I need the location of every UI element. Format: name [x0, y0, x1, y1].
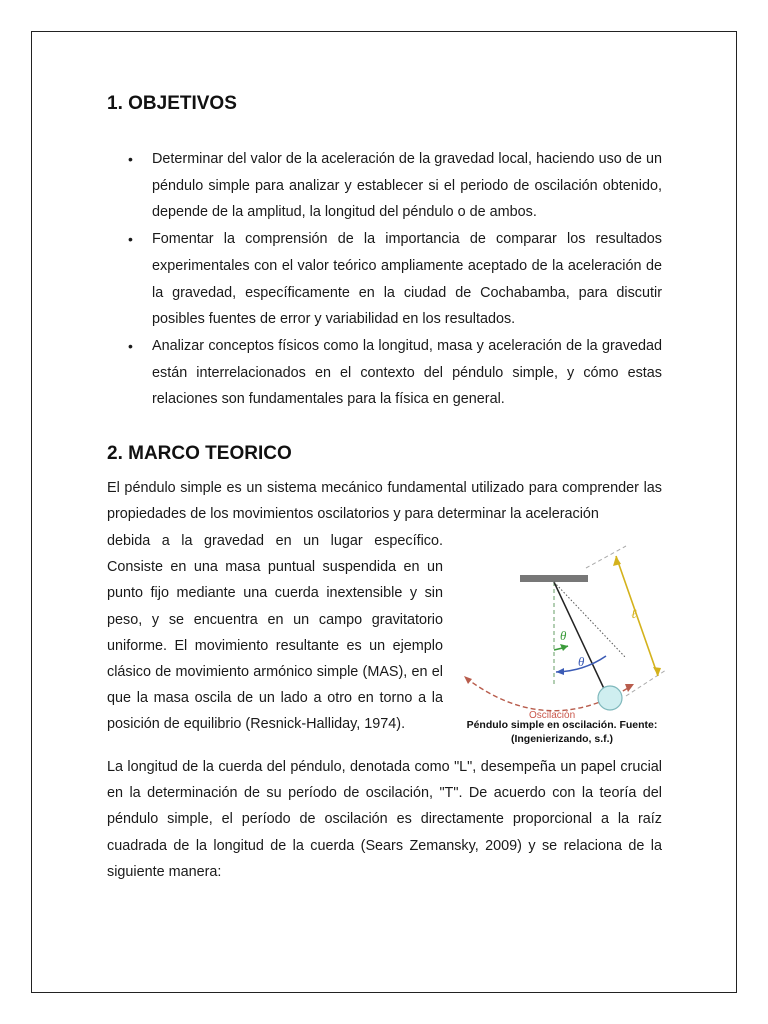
oscillation-arrow-head	[625, 684, 634, 692]
angle-arrow-head	[556, 668, 564, 675]
list-item: • Determinar del valor de la aceleración de la gravedad local, haciendo uso de un péndulo simple para analizar y establecer si el periodo de oscilación obtenido, depende de la amplitud, la longitud del péndulo o de ambos.	[107, 146, 662, 226]
list-item: • Fomentar la comprensión de la importancia de comparar los resultados experimentales con el valor teórico ampliamente aceptado de la aceleración de la gravedad, específicamente en la ciudad de Cochabamba, para discutir posibles fuentes de error y variabilidad en los resultados.	[107, 226, 662, 333]
section-heading-objetivos: 1. OBJETIVOS	[107, 93, 237, 114]
theta-label-blue: θ	[578, 654, 585, 669]
pendulum-mass	[598, 686, 622, 710]
angle-arrow-head	[560, 644, 568, 651]
paragraph-length: La longitud de la cuerda del péndulo, denotada como "L", desempeña un papel crucial en la determinación de su período de oscilación, "T". De acuerdo con la teoría del péndulo simple, el período de oscilación es directamente proporcional a la raíz cuadrada de la longitud de la cuerda (Sears Zemansky, 2009) y se relaciona de la siguiente manera:	[107, 759, 662, 880]
extension-line	[626, 670, 666, 696]
pendulum-support	[520, 575, 588, 582]
list-item: • Analizar conceptos físicos como la longitud, masa y aceleración de la gravedad están interrelacionados en el contexto del péndulo simple, y cómo estas relaciones son fundamentales para la física en general.	[107, 333, 662, 413]
pendulum-diagram	[456, 538, 668, 718]
length-label: ℓ	[631, 606, 637, 621]
objectives-list	[107, 146, 662, 413]
section-heading-marco-teorico: 2. MARCO TEORICO	[107, 443, 292, 464]
paragraph-wrapped: debida a la gravedad en un lugar específico. Consiste en una masa puntual suspendida en un punto fijo mediante una cuerda inextensible y sin peso, y se encuentra en un campo gravitatorio uniforme. El movimiento resultante es un ejemplo clásico de movimiento armónico simple (MAS), en el que la masa oscila de un lado a otro en torno a la posición de equilibrio (Resnick-Halliday, 1974).	[107, 533, 443, 733]
pendulum-figure	[456, 538, 668, 752]
length-arrow	[616, 556, 658, 676]
theta-label-green: θ	[560, 628, 567, 643]
oscillation-label: Oscilación	[529, 710, 576, 721]
extension-line	[586, 546, 626, 568]
oscillation-arrow-head	[464, 676, 472, 684]
paragraph-intro: El péndulo simple es un sistema mecánico fundamental utilizado para comprender las propiedades de los movimientos oscilatorios y para determinar la aceleración	[107, 480, 662, 523]
figure-caption: Péndulo simple en oscilación. Fuente: (Ingenierizando, s.f.)	[466, 719, 658, 745]
